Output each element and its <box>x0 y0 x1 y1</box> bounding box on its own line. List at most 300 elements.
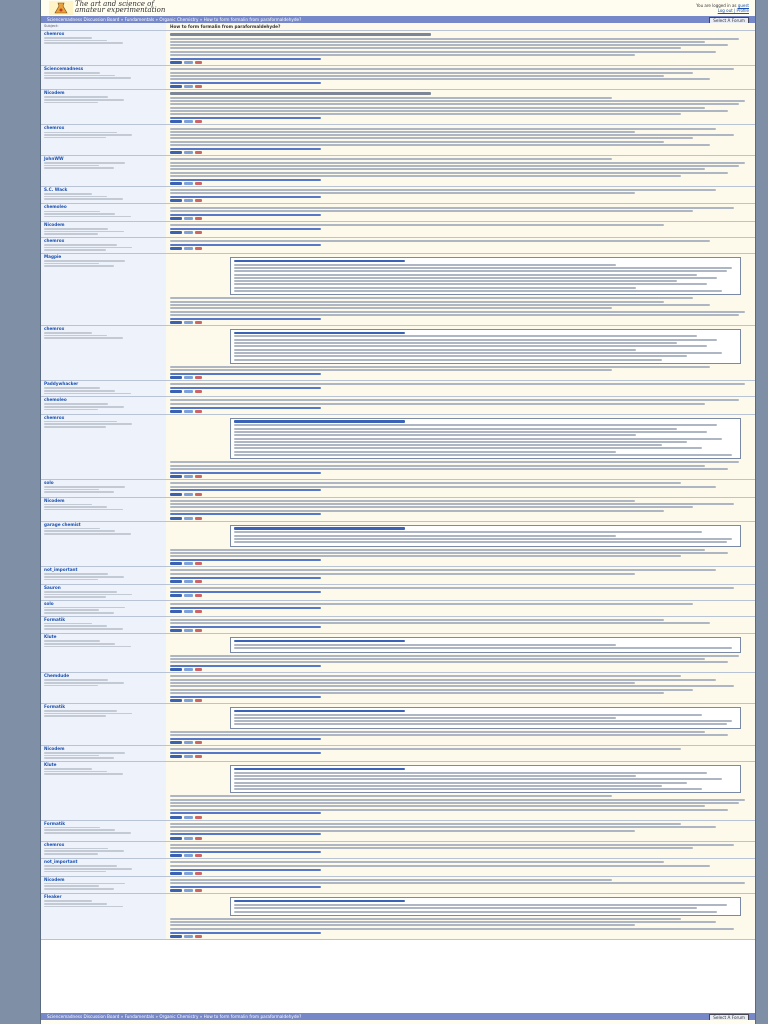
post-text-line <box>170 731 705 733</box>
author-meta-line <box>44 576 124 578</box>
report-button[interactable] <box>195 247 202 250</box>
post-text-line <box>170 879 612 881</box>
post-text-line <box>170 189 716 191</box>
quote-button[interactable] <box>170 410 182 413</box>
reply-button[interactable] <box>184 816 193 819</box>
post-author-name[interactable]: chemrox <box>44 125 65 131</box>
quote-button[interactable] <box>170 755 182 758</box>
post-text-line <box>170 301 664 303</box>
author-meta-line <box>44 228 108 230</box>
quote-button[interactable] <box>170 610 182 613</box>
reply-button[interactable] <box>184 854 193 857</box>
post <box>41 480 755 498</box>
report-button[interactable] <box>195 699 202 702</box>
quote-button[interactable] <box>170 475 182 478</box>
reply-button[interactable] <box>184 517 193 520</box>
post-text-line <box>170 830 635 832</box>
post-author-panel <box>41 746 166 761</box>
post-author-panel <box>41 522 166 566</box>
quote-button[interactable] <box>170 935 182 938</box>
post-body <box>166 842 755 859</box>
author-meta-line <box>44 773 123 775</box>
post-timestamp-link[interactable] <box>170 489 321 491</box>
post-author-panel <box>41 31 166 65</box>
post-author-name[interactable]: Nicodem <box>44 497 65 503</box>
flask-logo-icon[interactable] <box>49 1 73 15</box>
post-timestamp-link[interactable] <box>170 179 321 181</box>
post-timestamp-link[interactable] <box>170 513 321 515</box>
reply-button[interactable] <box>184 199 193 202</box>
quote-button[interactable] <box>170 699 182 702</box>
report-button[interactable] <box>195 629 202 632</box>
post-action-buttons <box>170 182 751 185</box>
author-meta-line <box>44 96 108 98</box>
author-meta-line <box>44 486 125 488</box>
quote-header <box>234 710 405 712</box>
report-button[interactable] <box>195 493 202 496</box>
post-author-name[interactable]: Sauron <box>44 584 61 590</box>
report-button[interactable] <box>195 151 202 154</box>
post-action-buttons <box>170 594 751 597</box>
quote-block <box>230 329 741 364</box>
reply-button[interactable] <box>184 120 193 123</box>
reply-button[interactable] <box>184 321 193 324</box>
quote-button[interactable] <box>170 668 182 671</box>
post-text-line <box>234 538 732 540</box>
post-text-line <box>170 844 734 846</box>
report-button[interactable] <box>195 231 202 234</box>
post-author-name[interactable]: solo <box>44 479 54 485</box>
post-text-line <box>170 47 681 49</box>
quote-button[interactable] <box>170 854 182 857</box>
author-meta-line <box>44 900 92 902</box>
post-text-line <box>170 795 612 797</box>
post-body <box>166 821 755 841</box>
report-button[interactable] <box>195 889 202 892</box>
report-button[interactable] <box>195 199 202 202</box>
post-timestamp-link[interactable] <box>170 407 321 409</box>
report-button[interactable] <box>195 562 202 565</box>
post-text-line <box>170 72 693 74</box>
author-meta-line <box>44 883 125 885</box>
post-action-buttons <box>170 854 751 857</box>
post-text-line <box>170 679 716 681</box>
author-meta-line <box>44 332 92 334</box>
author-meta-line <box>44 132 117 134</box>
report-button[interactable] <box>195 120 202 123</box>
report-button[interactable] <box>195 376 202 379</box>
author-meta-line <box>44 213 115 215</box>
post-timestamp-link[interactable] <box>170 82 321 84</box>
author-meta-line <box>44 489 99 491</box>
post-author-name[interactable]: Nicodem <box>44 876 65 882</box>
reply-button[interactable] <box>184 151 193 154</box>
reply-button[interactable] <box>184 475 193 478</box>
report-button[interactable] <box>195 475 202 478</box>
reply-button[interactable] <box>184 562 193 565</box>
author-meta-line <box>44 885 99 887</box>
post-timestamp-link[interactable] <box>170 559 321 561</box>
post <box>41 522 755 567</box>
quote-button[interactable] <box>170 562 182 565</box>
author-meta-line <box>44 40 107 42</box>
post-body <box>166 617 755 634</box>
post-timestamp-link[interactable] <box>170 833 321 835</box>
post-text-line <box>170 240 710 242</box>
post-timestamp-link[interactable] <box>170 851 321 853</box>
report-button[interactable] <box>195 816 202 819</box>
post-author-name[interactable]: Klute <box>44 762 57 768</box>
user-links[interactable]: Log out | Profile <box>717 8 749 13</box>
author-meta-line <box>44 75 115 77</box>
author-meta-line <box>44 426 106 428</box>
author-meta-line <box>44 260 125 262</box>
post-timestamp-link[interactable] <box>170 214 321 216</box>
post-author-name[interactable]: solo <box>44 600 54 606</box>
breadcrumb-bottom[interactable]: Sciencemadness Discussion Board » Fundamentals » Organic Chemistry » How to form formalin from paraformaldehyde? <box>47 1014 302 1019</box>
subject-label: Subject: <box>41 23 166 30</box>
post-text-line <box>170 924 635 926</box>
post-timestamp-link[interactable] <box>170 387 321 389</box>
post-action-buttons <box>170 475 751 478</box>
report-button[interactable] <box>195 755 202 758</box>
post-text-line <box>170 369 612 371</box>
report-button[interactable] <box>195 837 202 840</box>
post-timestamp-link[interactable] <box>170 869 321 871</box>
quote-button[interactable] <box>170 120 182 123</box>
author-meta-line <box>44 591 117 593</box>
post-text-line <box>170 587 734 589</box>
post-author-panel <box>41 704 166 745</box>
post-action-buttons <box>170 610 751 613</box>
quote-button[interactable] <box>170 231 182 234</box>
report-button[interactable] <box>195 668 202 671</box>
reply-button[interactable] <box>184 580 193 583</box>
post-timestamp-link[interactable] <box>170 228 321 230</box>
post-body <box>166 522 755 566</box>
post-text-line <box>234 274 697 276</box>
post-timestamp-link[interactable] <box>170 148 321 150</box>
report-button[interactable] <box>195 872 202 875</box>
reply-button[interactable] <box>184 668 193 671</box>
reply-button[interactable] <box>184 741 193 744</box>
post-text-line <box>170 802 739 804</box>
post-text-line <box>170 175 681 177</box>
post-author-panel <box>41 842 166 859</box>
post-author-name[interactable]: Sciencemadness <box>44 66 84 72</box>
quote-button[interactable] <box>170 872 182 875</box>
author-meta-line <box>44 491 114 493</box>
post-timestamp-link[interactable] <box>170 472 321 474</box>
post-body <box>166 704 755 745</box>
quote-button[interactable] <box>170 837 182 840</box>
quote-button[interactable] <box>170 594 182 597</box>
post-text-line <box>234 355 687 357</box>
author-meta-line <box>44 757 114 759</box>
post-author-name[interactable]: chemrox <box>44 325 65 331</box>
author-meta-line <box>44 42 123 44</box>
report-button[interactable] <box>195 217 202 220</box>
quote-button[interactable] <box>170 247 182 250</box>
post-text-line <box>234 349 636 351</box>
reply-button[interactable] <box>184 217 193 220</box>
post-author-name[interactable]: Formatik <box>44 703 66 709</box>
quote-button[interactable] <box>170 199 182 202</box>
post-text-line <box>234 782 687 784</box>
post-author-name[interactable]: chemrox <box>44 841 65 847</box>
quote-block <box>230 765 741 793</box>
quote-button[interactable] <box>170 182 182 185</box>
post-author-panel <box>41 821 166 841</box>
author-meta-line <box>44 509 123 511</box>
post-author-name[interactable]: Chemdude <box>44 673 70 679</box>
post-timestamp-link[interactable] <box>170 607 321 609</box>
reply-button[interactable] <box>184 872 193 875</box>
post-timestamp-link[interactable] <box>170 591 321 593</box>
post-timestamp-link[interactable] <box>170 665 321 667</box>
post-action-buttons <box>170 151 751 154</box>
post-text-line <box>170 158 612 160</box>
post-text-line <box>170 137 693 139</box>
post-action-buttons <box>170 120 751 123</box>
reply-button[interactable] <box>184 376 193 379</box>
report-button[interactable] <box>195 610 202 613</box>
post-body <box>166 859 755 876</box>
post <box>41 125 755 156</box>
quote-button[interactable] <box>170 151 182 154</box>
reply-button[interactable] <box>184 889 193 892</box>
post-body <box>166 238 755 253</box>
post-action-buttons <box>170 199 751 202</box>
quote-button[interactable] <box>170 741 182 744</box>
post-author-panel <box>41 673 166 703</box>
author-meta-line <box>44 612 114 614</box>
post-text-line <box>170 54 635 56</box>
quote-button[interactable] <box>170 580 182 583</box>
post-action-buttons <box>170 699 751 702</box>
reply-button[interactable] <box>184 935 193 938</box>
post-text-line <box>170 500 635 502</box>
post-timestamp-link[interactable] <box>170 696 321 698</box>
post-timestamp-link[interactable] <box>170 318 321 320</box>
quote-button[interactable] <box>170 816 182 819</box>
author-meta-line <box>44 390 115 392</box>
post-text-line <box>170 826 716 828</box>
report-button[interactable] <box>195 85 202 88</box>
post-author-panel <box>41 66 166 89</box>
post-body <box>166 601 755 616</box>
post-text-line <box>234 428 677 430</box>
quote-button[interactable] <box>170 629 182 632</box>
post-text-line <box>170 748 681 750</box>
quote-button[interactable] <box>170 889 182 892</box>
breadcrumb[interactable]: Sciencemadness Discussion Board » Fundamentals » Organic Chemistry » How to form formalin from paraformaldehyde? <box>47 17 302 22</box>
quote-header <box>234 768 405 770</box>
post <box>41 397 755 415</box>
reply-button[interactable] <box>184 231 193 234</box>
post <box>41 498 755 522</box>
author-meta-line <box>44 685 98 687</box>
user-info <box>696 3 749 13</box>
post-author-name[interactable]: garage chemist <box>44 521 81 527</box>
report-button[interactable] <box>195 854 202 857</box>
post-text-line <box>234 352 722 354</box>
post-author-name[interactable]: chemoleo <box>44 204 67 210</box>
reply-button[interactable] <box>184 629 193 632</box>
post-author-name[interactable]: Fleaker <box>44 894 62 900</box>
reply-button[interactable] <box>184 61 193 64</box>
post <box>41 31 755 66</box>
quote-button[interactable] <box>170 321 182 324</box>
post-text-line <box>234 441 687 443</box>
post-author-name[interactable]: Nicodem <box>44 90 65 96</box>
post-text-line <box>234 339 717 341</box>
author-meta-line <box>44 906 123 908</box>
post-text-line <box>170 311 745 313</box>
post-author-panel <box>41 125 166 155</box>
reply-button[interactable] <box>184 755 193 758</box>
post-author-name[interactable]: Formatik <box>44 616 66 622</box>
author-meta-line <box>44 607 125 609</box>
post-timestamp-link[interactable] <box>170 738 321 740</box>
report-button[interactable] <box>195 580 202 583</box>
post-text-line <box>234 424 717 426</box>
post-text-line <box>170 461 739 463</box>
quote-button[interactable] <box>170 217 182 220</box>
post-text-line <box>170 304 710 306</box>
post-author-name[interactable]: chemoleo <box>44 397 67 403</box>
post-timestamp-link[interactable] <box>170 58 321 60</box>
reply-button[interactable] <box>184 182 193 185</box>
quote-button[interactable] <box>170 61 182 64</box>
post-author-name[interactable]: Nicodem <box>44 221 65 227</box>
quote-button[interactable] <box>170 390 182 393</box>
post-author-name[interactable]: Magpie <box>44 253 62 259</box>
post-author-name[interactable]: Paddywhacker <box>44 381 79 387</box>
reply-button[interactable] <box>184 493 193 496</box>
report-button[interactable] <box>195 517 202 520</box>
reply-button[interactable] <box>184 610 193 613</box>
reply-button[interactable] <box>184 85 193 88</box>
post-text-line <box>170 865 710 867</box>
report-button[interactable] <box>195 594 202 597</box>
author-meta-line <box>44 579 98 581</box>
forum-jump-select-bottom[interactable]: Select A Forum <box>709 1014 749 1020</box>
post-body <box>166 254 755 325</box>
post-author-name[interactable]: not_important <box>44 859 78 865</box>
post-text-line <box>170 921 716 923</box>
reply-button[interactable] <box>184 390 193 393</box>
reply-button[interactable] <box>184 837 193 840</box>
report-button[interactable] <box>195 935 202 938</box>
post-timestamp-link[interactable] <box>170 577 321 579</box>
post-timestamp-link[interactable] <box>170 117 321 119</box>
post-text-line <box>170 823 681 825</box>
post-text-line <box>234 531 702 533</box>
quote-header <box>234 260 405 262</box>
post-text-line <box>234 788 702 790</box>
user-name-link[interactable]: guest <box>737 3 749 8</box>
post-text-line <box>234 772 707 774</box>
post <box>41 254 755 326</box>
post-timestamp-link[interactable] <box>170 752 321 754</box>
post-author-name[interactable]: Klute <box>44 634 57 640</box>
post-timestamp-link[interactable] <box>170 886 321 888</box>
post-author-name[interactable]: chemrox <box>44 31 65 36</box>
reply-button[interactable] <box>184 247 193 250</box>
post-author-name[interactable]: Formatik <box>44 820 66 826</box>
post-author-name[interactable]: chemrox <box>44 414 65 420</box>
author-meta-line <box>44 609 99 611</box>
quote-block <box>230 418 741 460</box>
reply-button[interactable] <box>184 410 193 413</box>
post-author-name[interactable]: not_important <box>44 567 78 573</box>
quote-button[interactable] <box>170 85 182 88</box>
author-meta-line <box>44 713 132 715</box>
post-text-line <box>170 552 728 554</box>
post-text-line <box>170 805 705 807</box>
post-text-line <box>234 359 662 361</box>
author-meta-line <box>44 682 124 684</box>
report-button[interactable] <box>195 182 202 185</box>
forum-jump-select[interactable]: Select A Forum <box>709 17 749 23</box>
post-action-buttons <box>170 872 751 875</box>
quote-button[interactable] <box>170 517 182 520</box>
report-button[interactable] <box>195 410 202 413</box>
post-action-buttons <box>170 85 751 88</box>
post-timestamp-link[interactable] <box>170 196 321 198</box>
post-list <box>41 31 755 940</box>
post-author-panel <box>41 498 166 521</box>
post-text-line <box>170 131 635 133</box>
post <box>41 842 755 860</box>
post-body <box>166 31 755 65</box>
post-text-line <box>170 928 734 930</box>
author-meta-line <box>44 755 99 757</box>
post-author-name[interactable]: chemrox <box>44 237 65 243</box>
thread-subject-row <box>41 23 755 31</box>
post-text-line <box>170 403 705 405</box>
post-text-line <box>170 297 693 299</box>
quote-button[interactable] <box>170 376 182 379</box>
reply-button[interactable] <box>184 699 193 702</box>
post-timestamp-link[interactable] <box>170 626 321 628</box>
report-button[interactable] <box>195 61 202 64</box>
quote-block <box>230 897 741 916</box>
author-meta-line <box>44 406 124 408</box>
report-button[interactable] <box>195 321 202 324</box>
post-timestamp-link[interactable] <box>170 244 321 246</box>
post-timestamp-link[interactable] <box>170 932 321 934</box>
report-button[interactable] <box>195 741 202 744</box>
author-meta-line <box>44 263 99 265</box>
post-text-line <box>170 168 705 170</box>
reply-button[interactable] <box>184 594 193 597</box>
post-body <box>166 381 755 396</box>
post-timestamp-link[interactable] <box>170 373 321 375</box>
post-author-name[interactable]: JohnWW <box>44 156 64 162</box>
post-text-line <box>170 689 693 691</box>
post-text-line <box>170 51 716 53</box>
quote-button[interactable] <box>170 493 182 496</box>
author-meta-line <box>44 244 117 246</box>
post-subject-line <box>170 33 431 36</box>
report-button[interactable] <box>195 390 202 393</box>
post-author-name[interactable]: Nicodem <box>44 746 65 752</box>
post-timestamp-link[interactable] <box>170 812 321 814</box>
site-logo-text[interactable] <box>75 1 165 13</box>
post-author-name[interactable]: S.C. Wack <box>44 186 68 192</box>
